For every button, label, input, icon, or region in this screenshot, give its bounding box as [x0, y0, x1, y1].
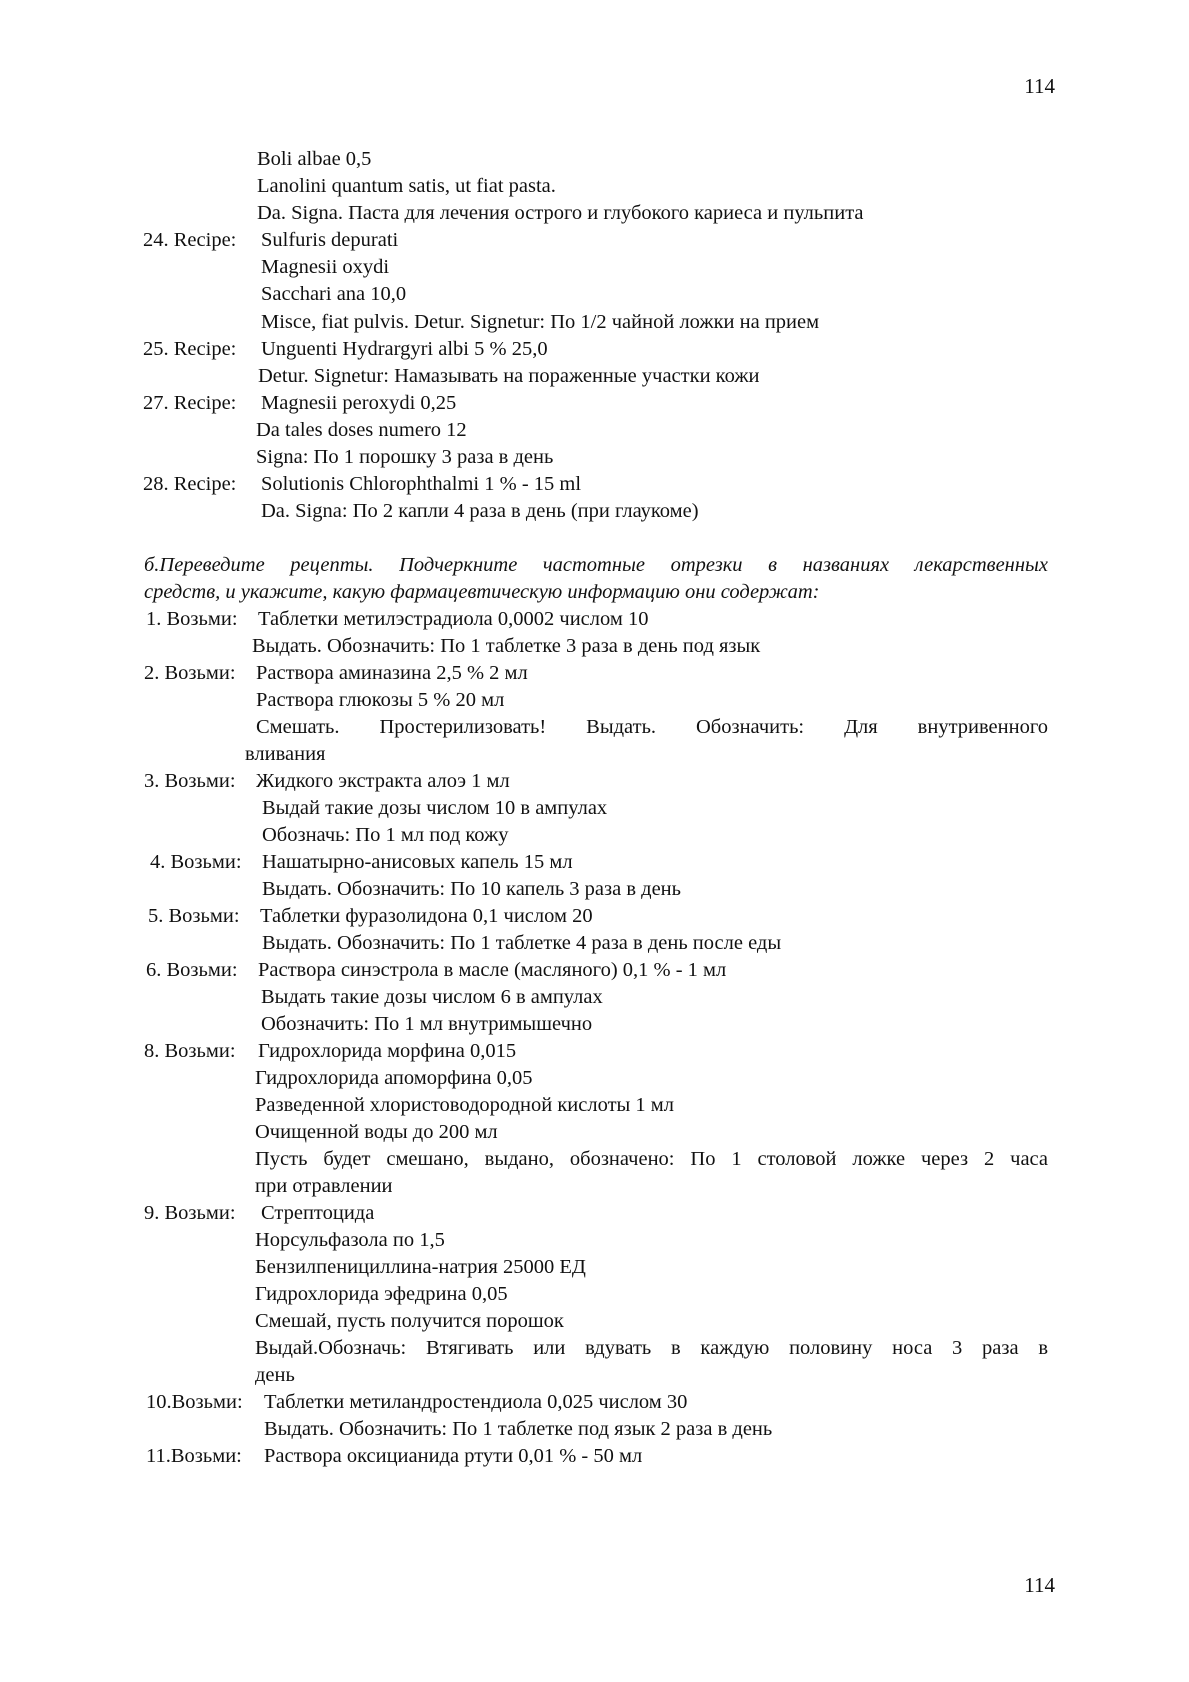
- recipe-head: 25. Recipe:: [143, 338, 237, 360]
- recipe-head: 24. Recipe:: [143, 229, 237, 251]
- recipe-line: Бензилпенициллина-натрия 25000 ЕД: [255, 1256, 586, 1278]
- page-number-bottom: 114: [1024, 1573, 1055, 1597]
- recipe-head: 1. Возьми:: [146, 608, 238, 630]
- recipe-line: Таблетки фуразолидона 0,1 числом 20: [260, 905, 593, 927]
- recipe-line: день: [255, 1364, 295, 1386]
- recipe-line: Раствора глюкозы 5 % 20 мл: [256, 689, 505, 711]
- recipe-line: Разведенной хлористоводородной кислоты 1 мл: [255, 1094, 674, 1116]
- recipe-head: 6. Возьми:: [146, 959, 238, 981]
- recipe-line: Sulfuris depurati: [261, 229, 399, 251]
- recipe-line: Sacchari ana 10,0: [261, 283, 407, 305]
- recipe-line: Выдать. Обозначить: По 1 таблетке под язык 2 раза в день: [264, 1418, 773, 1440]
- recipe-line: Da. Signa. Паста для лечения острого и глубокого кариеса и пульпита: [257, 202, 864, 224]
- recipe-line: Раствора оксицианида ртути 0,01 % - 50 мл: [264, 1445, 643, 1467]
- recipe-head: 11.Возьми:: [146, 1445, 242, 1467]
- recipe-line: Норсульфазола по 1,5: [255, 1229, 445, 1251]
- page-number-top: 114: [1024, 74, 1055, 98]
- recipe-head: 3. Возьми:: [144, 770, 236, 792]
- recipe-line: Таблетки метиландростендиола 0,025 числом 30: [264, 1391, 688, 1413]
- recipe-line: Пусть будет смешано, выдано, обозначено: По 1 столовой ложке через 2 часа: [255, 1148, 1048, 1170]
- recipe-head: 4. Возьми:: [150, 851, 242, 873]
- recipe-line: Unguenti Hydrargyri albi 5 % 25,0: [261, 338, 548, 360]
- recipe-head: 5. Возьми:: [148, 905, 240, 927]
- recipe-line: Стрептоцида: [261, 1202, 375, 1224]
- task-instruction: средств, и укажите, какую фармацевтическую информацию они содержат:: [144, 581, 820, 603]
- recipe-line: Смешай, пусть получится порошок: [255, 1310, 564, 1332]
- recipe-line: Обозначить: По 1 мл внутримышечно: [261, 1013, 593, 1035]
- recipe-line: Гидрохлорида эфедрина 0,05: [255, 1283, 508, 1305]
- recipe-line: Гидрохлорида апоморфина 0,05: [255, 1067, 533, 1089]
- recipe-head: 27. Recipe:: [143, 392, 237, 414]
- recipe-head: 28. Recipe:: [143, 473, 237, 495]
- recipe-line: Смешать. Простерилизовать! Выдать. Обозначить: Для внутривенного: [256, 716, 1048, 738]
- recipe-line: Выдать. Обозначить: По 10 капель 3 раза в день: [262, 878, 681, 900]
- recipe-line: Da tales doses numero 12: [256, 419, 467, 441]
- recipe-line: Detur. Signetur: Намазывать на пораженные участки кожи: [258, 365, 760, 387]
- recipe-line: Нашатырно-анисовых капель 15 мл: [262, 851, 573, 873]
- recipe-head: 2. Возьми:: [144, 662, 236, 684]
- recipe-line: Гидрохлорида морфина 0,015: [258, 1040, 517, 1062]
- recipe-line: Da. Signa: По 2 капли 4 раза в день (при глаукоме): [261, 500, 699, 522]
- recipe-line: Выдай.Обозначь: Втягивать или вдувать в каждую половину носа 3 раза в: [255, 1337, 1048, 1359]
- recipe-head: 8. Возьми:: [144, 1040, 236, 1062]
- recipe-line: Solutionis Chlorophthalmi 1 % - 15 ml: [261, 473, 582, 495]
- recipe-head: 10.Возьми:: [146, 1391, 243, 1413]
- recipe-line: Выдай такие дозы числом 10 в ампулах: [262, 797, 608, 819]
- recipe-head: 9. Возьми:: [144, 1202, 236, 1224]
- recipe-line: Misce, fiat pulvis. Detur. Signetur: По 1/2 чайной ложки на прием: [261, 311, 820, 333]
- recipe-line: Magnesii oxydi: [261, 256, 390, 278]
- recipe-line: при отравлении: [255, 1175, 393, 1197]
- recipe-line: Раствора синэстрола в масле (масляного) 0,1 % - 1 мл: [258, 959, 727, 981]
- recipe-line: Таблетки метилэстрадиола 0,0002 числом 10: [258, 608, 649, 630]
- recipe-line: Раствора аминазина 2,5 % 2 мл: [256, 662, 528, 684]
- recipe-line: Boli albae 0,5: [257, 148, 372, 170]
- recipe-line: Выдать. Обозначить: По 1 таблетке 4 раза в день после еды: [262, 932, 782, 954]
- recipe-line: Жидкого экстракта алоэ 1 мл: [256, 770, 510, 792]
- recipe-line: Lanolini quantum satis, ut fiat pasta.: [257, 175, 556, 197]
- recipe-line: вливания: [245, 743, 326, 765]
- recipe-line: Обозначь: По 1 мл под кожу: [262, 824, 509, 846]
- task-instruction: б.Переведите рецепты. Подчеркните частотные отрезки в названиях лекарственных: [144, 554, 1048, 576]
- recipe-line: Очищенной воды до 200 мл: [255, 1121, 498, 1143]
- recipe-line: Выдать такие дозы числом 6 в ампулах: [261, 986, 603, 1008]
- recipe-line: Выдать. Обозначить: По 1 таблетке 3 раза в день под язык: [252, 635, 761, 657]
- recipe-line: Signa: По 1 порошку 3 раза в день: [256, 446, 554, 468]
- recipe-line: Magnesii peroxydi 0,25: [261, 392, 457, 414]
